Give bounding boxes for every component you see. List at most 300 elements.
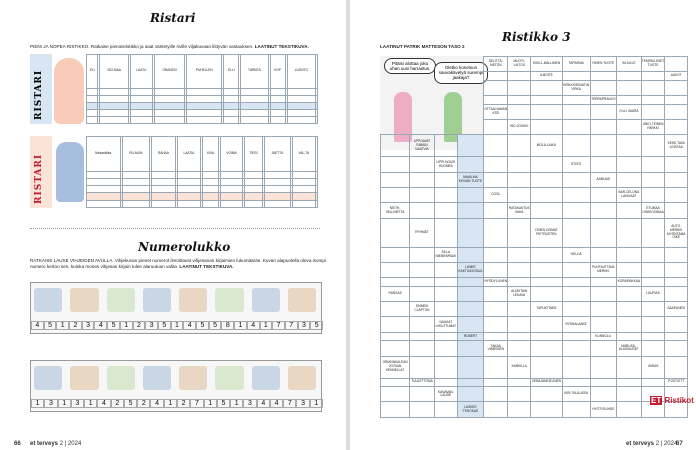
crossword-cell[interactable] (665, 172, 688, 187)
answer-digit[interactable]: 4 (97, 399, 110, 408)
grid-cell[interactable] (220, 186, 242, 193)
crossword-cell[interactable] (484, 203, 508, 218)
crossword-cell[interactable] (457, 378, 483, 387)
crossword-cell[interactable] (641, 188, 665, 203)
crossword-cell[interactable] (381, 157, 410, 172)
grid-cell[interactable] (220, 193, 242, 200)
crossword-cell[interactable] (665, 262, 688, 277)
answer-digit[interactable]: 5 (209, 321, 222, 330)
crossword-cell[interactable] (508, 72, 531, 81)
crossword-cell[interactable] (641, 332, 665, 341)
crossword-cell[interactable] (381, 387, 410, 402)
grid-cell[interactable] (270, 102, 285, 109)
crossword-cell[interactable] (590, 188, 616, 203)
grid-cell[interactable] (152, 171, 176, 178)
crossword-cell[interactable] (641, 72, 665, 81)
answer-digit[interactable]: 1 (120, 321, 133, 330)
crossword-cell[interactable] (665, 278, 688, 287)
crossword-cell[interactable] (641, 247, 665, 262)
crossword-cell[interactable] (381, 262, 410, 277)
crossword-cell[interactable] (381, 378, 410, 387)
crossword-cell[interactable] (381, 278, 410, 287)
crossword-cell[interactable] (562, 104, 590, 119)
grid-cell[interactable] (315, 193, 317, 200)
crossword-cell[interactable] (508, 378, 531, 387)
grid-cell[interactable] (270, 88, 285, 95)
grid-cell[interactable] (131, 116, 153, 123)
grid-cell[interactable] (292, 186, 315, 193)
answer-digit[interactable]: 4 (247, 321, 260, 330)
crossword-cell[interactable] (665, 341, 688, 356)
crossword-cell[interactable] (616, 356, 641, 378)
grid-cell[interactable] (241, 116, 268, 123)
grid-cell[interactable] (122, 200, 150, 207)
grid-cell[interactable] (241, 95, 268, 102)
crossword-cell[interactable] (434, 278, 457, 287)
crossword-cell[interactable] (616, 218, 641, 247)
grid-cell[interactable] (87, 193, 121, 200)
crossword-cell[interactable] (508, 80, 531, 95)
crossword-cell[interactable] (508, 135, 531, 157)
crossword-cell[interactable] (410, 317, 435, 332)
crossword-cell[interactable] (665, 203, 688, 218)
crossword-cell[interactable] (641, 302, 665, 317)
answer-digit[interactable]: 3 (298, 321, 311, 330)
crossword-cell[interactable] (641, 262, 665, 277)
crossword-cell[interactable] (484, 286, 508, 301)
grid-cell[interactable] (315, 95, 317, 102)
crossword-cell[interactable] (484, 135, 508, 157)
crossword-cell[interactable] (410, 341, 435, 356)
crossword-cell[interactable] (641, 80, 665, 95)
crossword-cell[interactable] (665, 286, 688, 301)
crossword-cell[interactable] (484, 332, 508, 341)
grid-cell[interactable] (224, 116, 239, 123)
answer-digit[interactable]: 2 (137, 399, 150, 408)
answer-digit[interactable]: 1 (260, 321, 273, 330)
crossword-cell[interactable] (508, 262, 531, 277)
answer-digit[interactable]: 1 (31, 399, 44, 408)
crossword-cell[interactable] (484, 402, 508, 418)
crossword-cell[interactable] (484, 80, 508, 95)
crossword-cell[interactable] (616, 120, 641, 135)
crossword-cell[interactable] (665, 332, 688, 341)
grid-cell[interactable] (122, 193, 150, 200)
grid-cell[interactable] (203, 171, 219, 178)
grid-cell[interactable] (154, 95, 184, 102)
grid-cell[interactable] (245, 186, 263, 193)
crossword-cell[interactable] (457, 302, 483, 317)
crossword-cell[interactable] (484, 262, 508, 277)
crossword-cell[interactable] (590, 72, 616, 81)
crossword-cell[interactable] (590, 80, 616, 95)
answer-digit[interactable]: 3 (145, 321, 158, 330)
crossword-cell[interactable] (434, 188, 457, 203)
crossword-cell[interactable] (590, 218, 616, 247)
crossword-cell[interactable] (590, 247, 616, 262)
grid-cell[interactable] (315, 137, 317, 172)
answer-digit[interactable]: 3 (71, 399, 84, 408)
crossword-cell[interactable] (531, 172, 563, 187)
crossword-cell[interactable] (457, 157, 483, 172)
crossword-cell[interactable] (562, 72, 590, 81)
grid-cell[interactable] (264, 193, 290, 200)
crossword-cell[interactable] (616, 172, 641, 187)
crossword-cell[interactable] (531, 286, 563, 301)
crossword-cell[interactable] (531, 120, 563, 135)
grid-cell[interactable] (220, 178, 242, 185)
crossword-cell[interactable] (616, 387, 641, 402)
grid-cell[interactable] (154, 116, 184, 123)
crossword-cell[interactable] (562, 262, 590, 277)
crossword-cell[interactable] (531, 317, 563, 332)
crossword-cell[interactable] (457, 135, 483, 157)
crossword-cell[interactable] (641, 96, 665, 105)
answer-digit[interactable]: 5 (44, 321, 57, 330)
grid-cell[interactable] (203, 193, 219, 200)
grid-cell[interactable] (122, 171, 150, 178)
crossword-cell[interactable] (484, 218, 508, 247)
crossword-cell[interactable] (616, 302, 641, 317)
crossword-cell[interactable] (616, 262, 641, 277)
grid-cell[interactable] (315, 171, 317, 178)
answer-digit[interactable]: 3 (243, 399, 256, 408)
grid-cell[interactable] (152, 193, 176, 200)
crossword-cell[interactable] (562, 172, 590, 187)
grid-cell[interactable] (154, 88, 184, 95)
crossword-cell[interactable] (531, 341, 563, 356)
grid-cell[interactable] (131, 95, 153, 102)
crossword-cell[interactable] (484, 387, 508, 402)
crossword-cell[interactable] (457, 356, 483, 378)
crossword-cell[interactable] (508, 278, 531, 287)
grid-cell[interactable] (152, 200, 176, 207)
crossword-cell[interactable] (665, 57, 688, 72)
crossword-cell[interactable] (590, 378, 616, 387)
crossword-cell[interactable] (381, 247, 410, 262)
grid-cell[interactable] (224, 102, 239, 109)
answer-digit[interactable]: 5 (124, 399, 137, 408)
crossword-cell[interactable] (484, 302, 508, 317)
crossword-cell[interactable] (457, 203, 483, 218)
grid-cell[interactable] (100, 116, 129, 123)
crossword-cell[interactable] (531, 402, 563, 418)
grid-cell[interactable] (87, 88, 98, 95)
answer-digit[interactable]: 1 (230, 399, 243, 408)
answer-digit[interactable]: 4 (94, 321, 107, 330)
grid-cell[interactable] (315, 88, 317, 95)
crossword-cell[interactable] (531, 356, 563, 378)
crossword-cell[interactable] (665, 120, 688, 135)
grid-cell[interactable] (187, 95, 222, 102)
crossword-cell[interactable] (381, 302, 410, 317)
crossword-cell[interactable] (590, 317, 616, 332)
grid-cell[interactable] (287, 88, 315, 95)
crossword-cell[interactable] (531, 247, 563, 262)
grid-cell[interactable] (100, 109, 129, 116)
crossword-cell[interactable] (434, 356, 457, 378)
answer-digit[interactable]: 7 (283, 399, 296, 408)
crossword-cell[interactable] (484, 157, 508, 172)
answer-digit[interactable]: 2 (69, 321, 82, 330)
crossword-cell[interactable] (457, 247, 483, 262)
grid-cell[interactable] (131, 102, 153, 109)
answer-digit[interactable]: 2 (133, 321, 146, 330)
grid-cell[interactable] (87, 178, 121, 185)
answer-digit[interactable]: 8 (221, 321, 234, 330)
grid-cell[interactable] (292, 171, 315, 178)
crossword-cell[interactable] (531, 96, 563, 105)
crossword-cell[interactable] (484, 172, 508, 187)
grid-cell[interactable] (154, 109, 184, 116)
crossword-cell[interactable] (434, 135, 457, 157)
crossword-cell[interactable] (616, 286, 641, 301)
grid-cell[interactable] (315, 55, 317, 89)
crossword-cell[interactable] (616, 402, 641, 418)
crossword-cell[interactable] (665, 96, 688, 105)
answer-digit[interactable]: 3 (82, 321, 95, 330)
crossword-cell[interactable] (484, 120, 508, 135)
crossword-cell[interactable] (434, 402, 457, 418)
crossword-cell[interactable] (410, 262, 435, 277)
grid-cell[interactable] (87, 95, 98, 102)
crossword-cell[interactable] (531, 157, 563, 172)
grid-cell[interactable] (245, 200, 263, 207)
crossword-cell[interactable] (616, 317, 641, 332)
crossword-cell[interactable] (531, 262, 563, 277)
grid-cell[interactable] (315, 200, 317, 207)
answer-digit[interactable]: 1 (164, 399, 177, 408)
crossword-cell[interactable] (562, 203, 590, 218)
crossword-cell[interactable] (508, 341, 531, 356)
crossword-cell[interactable] (508, 402, 531, 418)
crossword-cell[interactable] (562, 120, 590, 135)
answer-digit[interactable]: 2 (111, 399, 124, 408)
crossword-cell[interactable] (381, 341, 410, 356)
crossword-cell[interactable] (484, 247, 508, 262)
crossword-cell[interactable] (434, 332, 457, 341)
crossword-cell[interactable] (410, 278, 435, 287)
crossword-cell[interactable] (590, 104, 616, 119)
crossword-cell[interactable] (531, 80, 563, 95)
crossword-cell[interactable] (665, 104, 688, 119)
crossword-cell[interactable] (641, 218, 665, 247)
answer-digit[interactable]: 1 (171, 321, 184, 330)
crossword-cell[interactable] (508, 247, 531, 262)
crossword-cell[interactable] (641, 135, 665, 157)
crossword-cell[interactable] (434, 262, 457, 277)
answer-digit[interactable]: 1 (204, 399, 217, 408)
crossword-cell[interactable] (434, 203, 457, 218)
crossword-cell[interactable] (616, 203, 641, 218)
grid-cell[interactable] (177, 171, 200, 178)
grid-cell[interactable] (131, 88, 153, 95)
grid-cell[interactable] (315, 186, 317, 193)
crossword-cell[interactable] (562, 218, 590, 247)
answer-digit[interactable]: 3 (296, 399, 309, 408)
crossword-cell[interactable] (665, 356, 688, 378)
answer-digit[interactable]: 5 (217, 399, 230, 408)
grid-cell[interactable] (187, 116, 222, 123)
crossword-cell[interactable] (641, 157, 665, 172)
grid-cell[interactable] (177, 200, 200, 207)
crossword-cell[interactable] (484, 378, 508, 387)
answer-digit[interactable]: 1 (84, 399, 97, 408)
grid-cell[interactable] (177, 178, 200, 185)
answer-digit[interactable]: 1 (310, 399, 323, 408)
grid-cell[interactable] (245, 193, 263, 200)
answer-digit[interactable]: 1 (58, 399, 71, 408)
grid-cell[interactable] (100, 95, 129, 102)
crossword-cell[interactable] (562, 96, 590, 105)
crossword-cell[interactable] (590, 203, 616, 218)
grid-cell[interactable] (220, 200, 242, 207)
crossword-cell[interactable] (665, 317, 688, 332)
crossword-cell[interactable] (410, 172, 435, 187)
grid-cell[interactable] (315, 109, 317, 116)
crossword-cell[interactable] (641, 341, 665, 356)
grid-cell[interactable] (287, 95, 315, 102)
crossword-cell[interactable] (381, 317, 410, 332)
crossword-cell[interactable] (381, 402, 410, 418)
crossword-cell[interactable] (381, 135, 410, 157)
answer-digit[interactable]: 1 (234, 321, 247, 330)
crossword-cell[interactable] (641, 104, 665, 119)
grid-cell[interactable] (224, 109, 239, 116)
crossword-cell[interactable] (410, 387, 435, 402)
grid-cell[interactable] (287, 116, 315, 123)
crossword-cell[interactable] (434, 341, 457, 356)
crossword-cell[interactable] (562, 332, 590, 341)
grid-cell[interactable] (152, 178, 176, 185)
crossword-cell[interactable] (508, 302, 531, 317)
crossword-cell[interactable] (410, 332, 435, 341)
grid-cell[interactable] (87, 171, 121, 178)
crossword-cell[interactable] (590, 286, 616, 301)
crossword-cell[interactable] (665, 188, 688, 203)
crossword-cell[interactable] (531, 104, 563, 119)
crossword-cell[interactable] (508, 96, 531, 105)
crossword-cell[interactable] (531, 387, 563, 402)
crossword-cell[interactable] (616, 72, 641, 81)
answer-digit[interactable]: 4 (257, 399, 270, 408)
crossword-cell[interactable] (434, 286, 457, 301)
crossword-cell[interactable] (531, 332, 563, 341)
crossword-cell[interactable] (562, 302, 590, 317)
crossword-cell[interactable] (616, 332, 641, 341)
crossword-cell[interactable] (381, 332, 410, 341)
answer-digit[interactable]: 2 (177, 399, 190, 408)
grid-cell[interactable] (87, 186, 121, 193)
grid-cell[interactable] (187, 109, 222, 116)
crossword-cell[interactable] (531, 278, 563, 287)
crossword-cell[interactable] (457, 317, 483, 332)
grid-cell[interactable] (315, 116, 317, 123)
answer-digit[interactable]: 5 (196, 321, 209, 330)
crossword-cell[interactable] (457, 387, 483, 402)
crossword-cell[interactable] (590, 120, 616, 135)
crossword-cell[interactable] (381, 188, 410, 203)
crossword-cell[interactable] (562, 286, 590, 301)
grid-cell[interactable] (203, 186, 219, 193)
crossword-cell[interactable] (665, 157, 688, 172)
crossword-cell[interactable] (508, 104, 531, 119)
crossword-cell[interactable] (508, 332, 531, 341)
crossword-cell[interactable] (562, 356, 590, 378)
crossword-cell[interactable] (562, 402, 590, 418)
crossword-cell[interactable] (590, 302, 616, 317)
crossword-cell[interactable] (531, 188, 563, 203)
grid-cell[interactable] (122, 178, 150, 185)
crossword-cell[interactable] (531, 203, 563, 218)
crossword-cell[interactable] (410, 188, 435, 203)
answer-digit[interactable]: 3 (44, 399, 57, 408)
crossword-cell[interactable] (484, 356, 508, 378)
answer-digit[interactable]: 5 (310, 321, 323, 330)
grid-cell[interactable] (264, 200, 290, 207)
grid-cell[interactable] (264, 171, 290, 178)
answer-digit[interactable]: 5 (158, 321, 171, 330)
grid-cell[interactable] (220, 171, 242, 178)
crossword-cell[interactable] (590, 278, 616, 287)
grid-cell[interactable] (122, 186, 150, 193)
grid-cell[interactable] (241, 109, 268, 116)
grid-cell[interactable] (154, 102, 184, 109)
crossword-cell[interactable] (665, 247, 688, 262)
crossword-cell[interactable] (457, 218, 483, 247)
crossword-cell[interactable] (484, 96, 508, 105)
crossword-cell[interactable] (641, 278, 665, 287)
crossword-cell[interactable] (562, 378, 590, 387)
crossword-cell[interactable] (457, 341, 483, 356)
crossword-cell[interactable] (434, 218, 457, 247)
crossword-cell[interactable] (562, 135, 590, 157)
crossword-cell[interactable] (434, 172, 457, 187)
crossword-cell[interactable] (434, 378, 457, 387)
crossword-cell[interactable] (616, 96, 641, 105)
grid-cell[interactable] (245, 171, 263, 178)
crossword-cell[interactable] (590, 157, 616, 172)
grid-cell[interactable] (264, 186, 290, 193)
crossword-cell[interactable] (616, 80, 641, 95)
grid-cell[interactable] (241, 102, 268, 109)
crossword-cell[interactable] (616, 157, 641, 172)
answer-digit[interactable]: 1 (56, 321, 69, 330)
crossword-cell[interactable] (381, 218, 410, 247)
crossword-cell[interactable] (590, 387, 616, 402)
grid-cell[interactable] (315, 102, 317, 109)
crossword-cell[interactable] (434, 302, 457, 317)
crossword-cell[interactable] (410, 157, 435, 172)
grid-cell[interactable] (270, 95, 285, 102)
grid-cell[interactable] (315, 178, 317, 185)
crossword-cell[interactable] (641, 172, 665, 187)
grid-cell[interactable] (241, 88, 268, 95)
grid-cell[interactable] (187, 102, 222, 109)
crossword-cell[interactable] (562, 188, 590, 203)
crossword-cell[interactable] (457, 278, 483, 287)
grid-cell[interactable] (131, 109, 153, 116)
grid-cell[interactable] (292, 178, 315, 185)
answer-digit[interactable]: 4 (31, 321, 44, 330)
crossword-cell[interactable] (410, 356, 435, 378)
grid-cell[interactable] (203, 200, 219, 207)
grid-cell[interactable] (270, 116, 285, 123)
crossword-cell[interactable] (665, 80, 688, 95)
crossword-cell[interactable] (508, 218, 531, 247)
crossword-cell[interactable] (508, 317, 531, 332)
grid-cell[interactable] (292, 193, 315, 200)
